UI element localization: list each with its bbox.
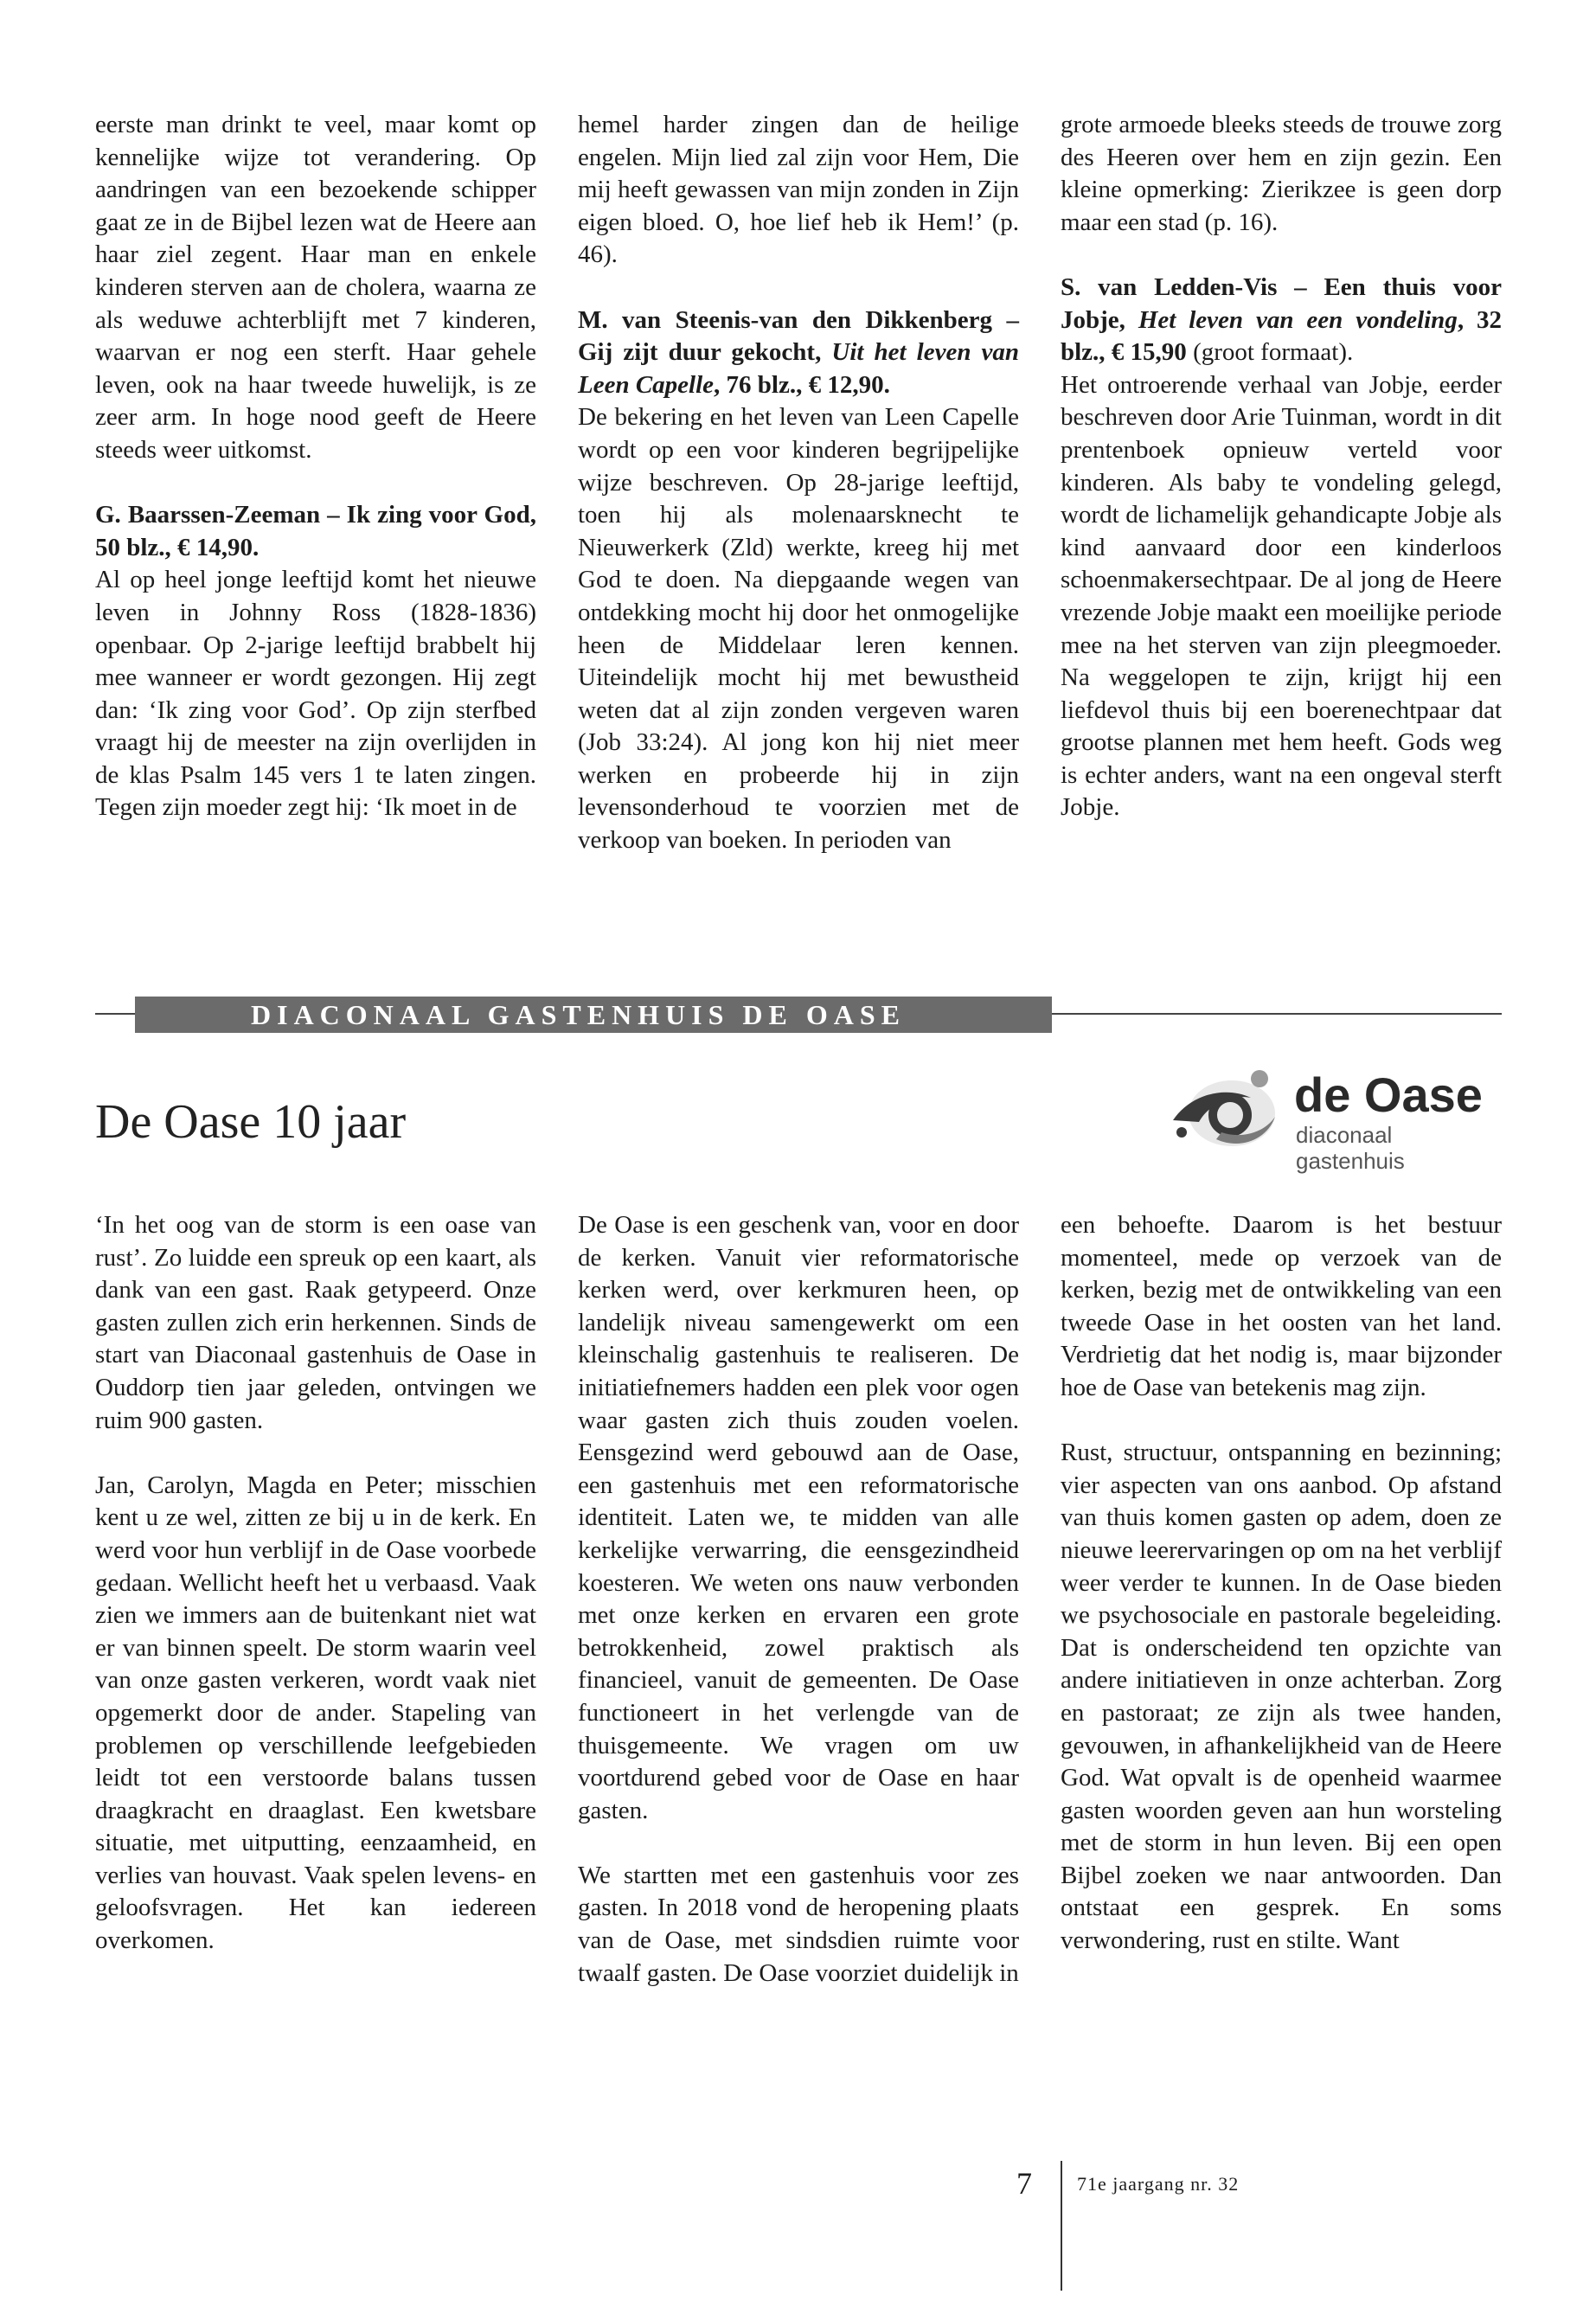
article-column-1	[95, 1209, 536, 1958]
review-heading-text: G. Baarssen-Zeeman – Ik zing voor God, 50 blz., € 14,90.	[95, 501, 536, 561]
paragraph-gap	[1061, 239, 1502, 272]
logo-subtitle: diaconaal gastenhuis	[1296, 1122, 1405, 1174]
review-column-2	[578, 109, 1019, 857]
paragraph: De bekering en het leven van Leen Capelle wordt op een voor kinderen begrijpelijke wijze beschreven. Op 28-jarige leeftijd, toen hij als molenaarsknecht te Nieuwerkerk (Zld) werkte, kreeg hij met God te doen. Na diepgaande wegen van ontdekking mocht hij door het onmogelijke heen de Middelaar leren kennen. Uiteindelijk mocht hij met bewustheid weten dat al zijn zonden vergeven waren (Job 33:24). Al jong kon hij niet meer werken en probeerde hij in zijn levensonderhoud te voorzien met de verkoop van boeken. In perioden van	[578, 403, 1019, 855]
oase-logo-icon	[1156, 1060, 1294, 1163]
issue-label: 71e jaargang nr. 32	[1077, 2173, 1240, 2195]
paragraph-gap	[95, 467, 536, 500]
paragraph-gap	[1061, 1405, 1502, 1438]
article-title: De Oase 10 jaar	[95, 1095, 407, 1149]
review-heading	[578, 304, 1019, 402]
paragraph-gap	[578, 1827, 1019, 1860]
paragraph: hemel harder zingen dan de heilige engelen. Mijn lied zal zijn voor Hem, Die mij heeft gewassen van mijn zonden in Zijn eigen bloed. O, hoe lief heb ik Hem!’ (p. 46).	[578, 111, 1019, 269]
article-column-3	[1061, 1209, 1502, 1958]
review-heading-text: S. van Ledden-Vis – Een thuis voor Jobje,	[1061, 272, 1502, 334]
review-column-3	[1061, 109, 1502, 824]
oase-logo	[1156, 1060, 1502, 1174]
paragraph-gap	[95, 1437, 536, 1470]
review-heading-text: M. van Steenis-van den Dikkenberg – Gij zijt duur gekocht,	[578, 305, 1019, 367]
review-heading-subtitle: Uit het leven van Leen Capelle	[578, 338, 1020, 399]
review-heading-details: , 76 blz., € 12,90.	[714, 370, 890, 399]
review-heading-subtitle: Het leven van een vondeling	[1138, 305, 1458, 334]
paragraph: Al op heel jonge leeftijd komt het nieuwe leven in Johnny Ross (1828-1836) openbaar. Op 2-jarige leeftijd brabbelt hij mee wanneer er wordt gezongen. Hij zegt dan: ‘Ik zing voor God’. Op zijn sterfbed vraagt hij de meester na zijn overlijden in de klas Psalm 145 vers 1 te laten zingen. Tegen zijn moeder zegt hij: ‘Ik moet in de	[95, 566, 536, 822]
paragraph: grote armoede bleeks steeds de trouwe zorg des Heeren over hem en zijn gezin. Een kleine opmerking: Zierikzee is geen dorp maar een stad (p. 16).	[1061, 111, 1502, 236]
review-column-1	[95, 109, 536, 824]
paragraph: De Oase is een geschenk van, voor en door de kerken. Vanuit vier reformatorische kerken werd, over kerkmuren heen, op landelijk niveau samengewerkt om een kleinschalig gastenhuis te realiseren. De initiatiefnemers hadden een plek voor ogen waar gasten zich thuis zouden voelen. Eensgezind werd gebouwd aan de Oase, een gastenhuis met een reformatorische identiteit. Laten we, te midden van alle kerkelijke verwarring, die eensgezindheid koesteren. We weten ons nauw verbonden met onze kerken en ervaren een grote betrokkenheid, zowel praktisch als financieel, vanuit de gemeenten. De Oase functioneert in het verlengde van de thuisgemeente. We vragen om uw voortdurend gebed voor de Oase en haar gasten.	[578, 1211, 1019, 1824]
section-rule-left	[95, 1013, 135, 1015]
paragraph: eerste man drinkt te veel, maar komt op kennelijke wijze tot verandering. Op aandringen van een bezoekende schipper gaat ze in de Bijbel lezen wat de Heere aan haar ziel zegent. Haar man en enkele kinderen sterven aan de cholera, waarna ze als weduwe achterblijft met 7 kinderen, waarvan er nog een sterft. Haar gehele leven, ook na haar tweede huwelijk, is ze zeer arm. In hoge nood geeft de Heere steeds weer uitkomst.	[95, 111, 536, 464]
paragraph: ‘In het oog van de storm is een oase van rust’. Zo luidde een spreuk op een kaart, als dank van een gast. Raak getypeerd. Onze gasten zullen zich erin herkennen. Sinds de start van Diaconaal gastenhuis de Oase in Ouddorp tien jaar geleden, ontvingen we ruim 900 gasten.	[95, 1211, 536, 1434]
paragraph: Het ontroerende verhaal van Jobje, eerder beschreven door Arie Tuinman, wordt in dit prentenboek opnieuw verteld voor kinderen. Als baby te vondeling gelegd, wordt de lichamelijk gehandicapte Jobje als kind aanvaard door een kinderloos schoenmakersechtpaar. De al jong de Heere vrezende Jobje maakt een moeilijke periode mee na het sterven van zijn pleegmoeder. Na weggelopen te zijn, krijgt hij een liefdevol thuis bij een boerenechtpaar dat grootse plannen met hem heeft. Gods weg is echter anders, want na een ongeval sterft Jobje.	[1061, 370, 1502, 822]
page-number: 7	[1016, 2166, 1032, 2201]
article-column-2	[578, 1209, 1019, 1990]
logo-name: de Oase	[1294, 1067, 1483, 1122]
paragraph-gap	[578, 272, 1019, 304]
paragraph: een behoefte. Daarom is het bestuur momenteel, mede op verzoek van de kerken, bezig met de ontwikkeling van een tweede Oase in het oosten van het land. Verdrietig dat het nodig is, maar bijzonder hoe de Oase van betekenis mag zijn.	[1061, 1211, 1502, 1401]
paragraph: We startten met een gastenhuis voor zes gasten. In 2018 vond de heropening plaats van de Oase, met sindsdien ruimte voor twaalf gasten. De Oase voorziet duidelijk in	[578, 1861, 1019, 1987]
section-rule-right	[1052, 1013, 1502, 1015]
section-header: DIACONAAL GASTENHUIS DE OASE	[135, 997, 1052, 1033]
review-heading-format: (groot formaat).	[1186, 338, 1354, 367]
review-heading-details: , 32 blz., € 15,90	[1061, 305, 1503, 367]
paragraph: Rust, structuur, ontspanning en bezinning; vier aspecten van ons aanbod. Op afstand van thuis komen gasten op adem, doen ze nieuwe leerervaringen op om na het verblijf weer verder te kunnen. In de Oase bieden we psychosociale en pastorale begeleiding. Dat is onderscheidend ten opzichte van andere initiatieven in onze achterban. Zorg en pastoraat; ze zijn als twee handen, gevouwen, in afhankelijkheid van de Heere God. Wat opvalt is de openheid waarmee gasten woorden geven aan hun worsteling met de storm in hun leven. Bij een open Bijbel zoeken we naar antwoorden. Dan ontstaat een gesprek. En soms verwondering, rust en stilte. Want	[1061, 1439, 1502, 1955]
paragraph: Jan, Carolyn, Magda en Peter; misschien kent u ze wel, zitten ze bij u in de kerk. En werd voor hun verblijf in de Oase voorbede gedaan. Wellicht heeft het u verbaasd. Vaak zien we immers aan de buitenkant niet wat er van binnen speelt. De storm waarin veel van onze gasten verkeren, wordt vaak niet opgemerkt door de ander. Stapeling van problemen op verschillende leefgebieden leidt tot een verstoorde balans tussen draagkracht en draaglast. Een kwetsbare situatie, met uitputting, eenzaamheid, en verlies van houvast. Vaak spelen levens- en geloofsvragen. Het kan iedereen overkomen.	[95, 1471, 536, 1955]
review-heading	[1061, 272, 1502, 369]
footer-divider	[1061, 2161, 1062, 2291]
review-heading	[95, 499, 536, 564]
